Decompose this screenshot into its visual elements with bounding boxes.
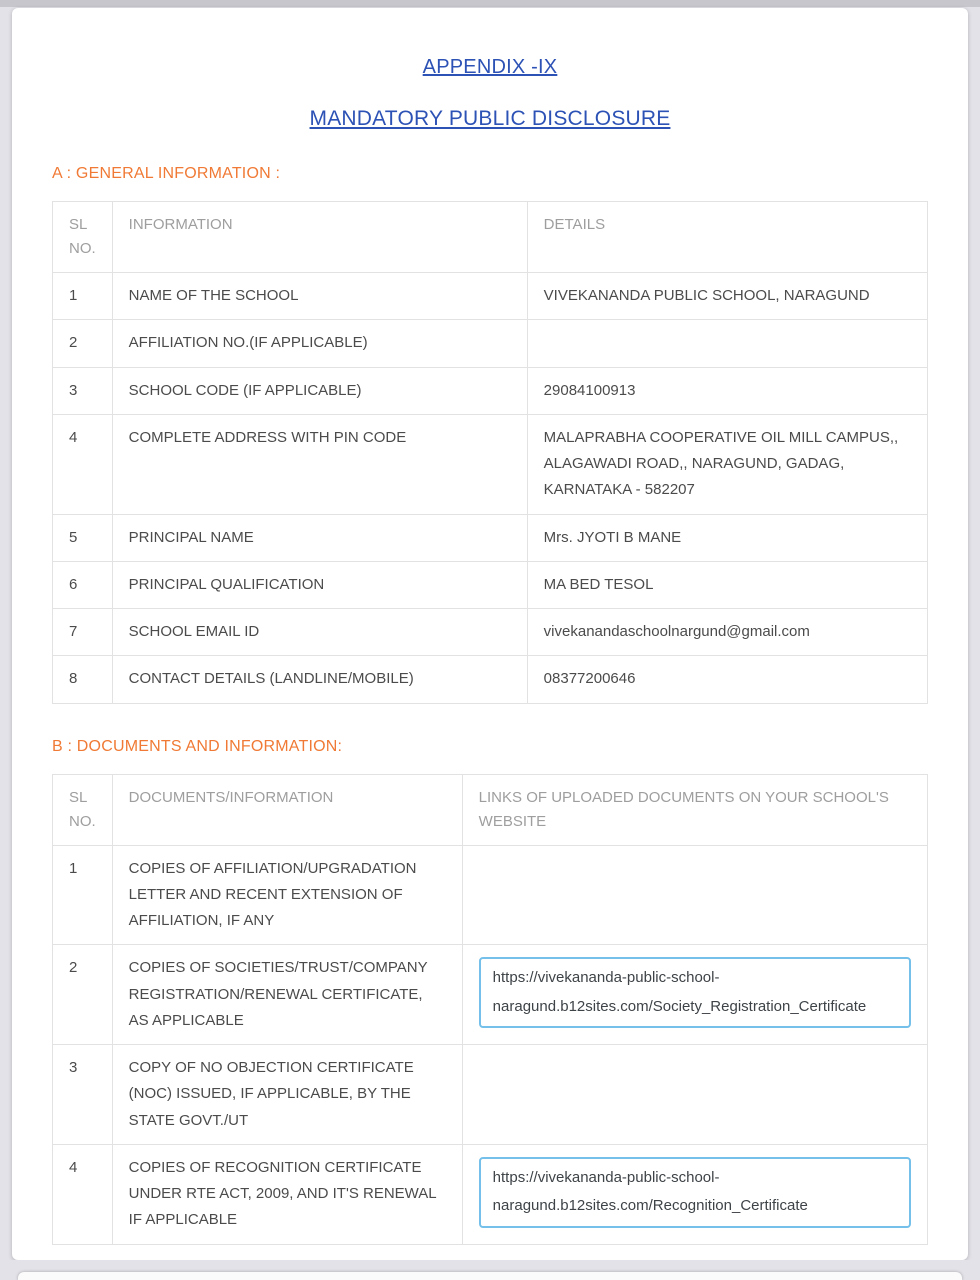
info-cell: SCHOOL EMAIL ID	[112, 609, 527, 656]
info-cell: PRINCIPAL NAME	[112, 514, 527, 561]
doc-cell: COPIES OF SOCIETIES/TRUST/COMPANY REGISTRATION/RENEWAL CERTIFICATE, AS APPLICABLE	[112, 945, 462, 1045]
sl-cell: 8	[53, 656, 113, 703]
sl-cell: 2	[53, 320, 113, 367]
doc-cell: COPY OF NO OBJECTION CERTIFICATE (NOC) ISSUED, IF APPLICABLE, BY THE STATE GOVT./UT	[112, 1045, 462, 1145]
link-cell	[462, 1144, 927, 1244]
table-header-row	[53, 202, 928, 273]
details-cell: 29084100913	[527, 367, 927, 414]
society-registration-certificate-link[interactable]: https://vivekananda-public-school-naragund.b12sites.com/Society_Registration_Certificate	[479, 957, 911, 1028]
table-row	[53, 1144, 928, 1244]
sl-cell: 7	[53, 609, 113, 656]
section-a-heading: A : GENERAL INFORMATION :	[52, 165, 281, 182]
table-row	[53, 514, 928, 561]
recognition-certificate-link[interactable]: https://vivekananda-public-school-naragund.b12sites.com/Recognition_Certificate	[479, 1157, 911, 1228]
doc-cell: COPIES OF RECOGNITION CERTIFICATE UNDER RTE ACT, 2009, AND IT'S RENEWAL IF APPLICABLE	[112, 1144, 462, 1244]
table-row	[53, 845, 928, 945]
info-cell: NAME OF THE SCHOOL	[112, 273, 527, 320]
status-bar-strip	[0, 0, 980, 7]
table-row	[53, 609, 928, 656]
col-header-documents: DOCUMENTS/INFORMATION	[112, 774, 462, 845]
table-row	[53, 945, 928, 1045]
sl-cell: 5	[53, 514, 113, 561]
page-title-appendix: APPENDIX -IX	[422, 56, 558, 78]
col-header-information: INFORMATION	[112, 202, 527, 273]
info-cell: COMPLETE ADDRESS WITH PIN CODE	[112, 414, 527, 514]
details-cell: MA BED TESOL	[527, 561, 927, 608]
document-page	[12, 8, 968, 1260]
sl-cell: 6	[53, 561, 113, 608]
info-cell: PRINCIPAL QUALIFICATION	[112, 561, 527, 608]
page-title-disclosure: MANDATORY PUBLIC DISCLOSURE	[309, 107, 671, 130]
sl-cell: 2	[53, 945, 113, 1045]
col-header-links: LINKS OF UPLOADED DOCUMENTS ON YOUR SCHOOL'S WEBSITE	[462, 774, 927, 845]
table-row	[53, 273, 928, 320]
sl-cell: 1	[53, 845, 113, 945]
doc-cell: COPIES OF AFFILIATION/UPGRADATION LETTER AND RECENT EXTENSION OF AFFILIATION, IF ANY	[112, 845, 462, 945]
section-b-heading: B : DOCUMENTS AND INFORMATION:	[52, 737, 343, 755]
next-page-edge	[18, 1272, 962, 1280]
table-header-row	[53, 774, 928, 845]
general-information-table	[52, 201, 928, 704]
table-row	[53, 561, 928, 608]
table-row	[53, 320, 928, 367]
sl-cell: 4	[53, 1144, 113, 1244]
details-cell: 08377200646	[527, 656, 927, 703]
col-header-details: DETAILS	[527, 202, 927, 273]
info-cell: AFFILIATION NO.(IF APPLICABLE)	[112, 320, 527, 367]
link-cell	[462, 1045, 927, 1145]
documents-information-table	[52, 774, 928, 1245]
details-cell: VIVEKANANDA PUBLIC SCHOOL, NARAGUND	[527, 273, 927, 320]
details-cell: Mrs. JYOTI B MANE	[527, 514, 927, 561]
sl-cell: 1	[53, 273, 113, 320]
col-header-sl-no: SL NO.	[53, 774, 113, 845]
sl-cell: 3	[53, 1045, 113, 1145]
link-cell	[462, 945, 927, 1045]
col-header-sl-no: SL NO.	[53, 202, 113, 273]
info-cell: CONTACT DETAILS (LANDLINE/MOBILE)	[112, 656, 527, 703]
info-cell: SCHOOL CODE (IF APPLICABLE)	[112, 367, 527, 414]
details-cell	[527, 320, 927, 367]
table-row	[53, 656, 928, 703]
details-cell: vivekanandaschoolnargund@gmail.com	[527, 609, 927, 656]
details-cell: MALAPRABHA COOPERATIVE OIL MILL CAMPUS,, ALAGAWADI ROAD,, NARAGUND, GADAG, KARNATAKA - 582207	[527, 414, 927, 514]
sl-cell: 3	[53, 367, 113, 414]
table-row	[53, 367, 928, 414]
sl-cell: 4	[53, 414, 113, 514]
table-row	[53, 414, 928, 514]
table-row	[53, 1045, 928, 1145]
link-cell	[462, 845, 927, 945]
